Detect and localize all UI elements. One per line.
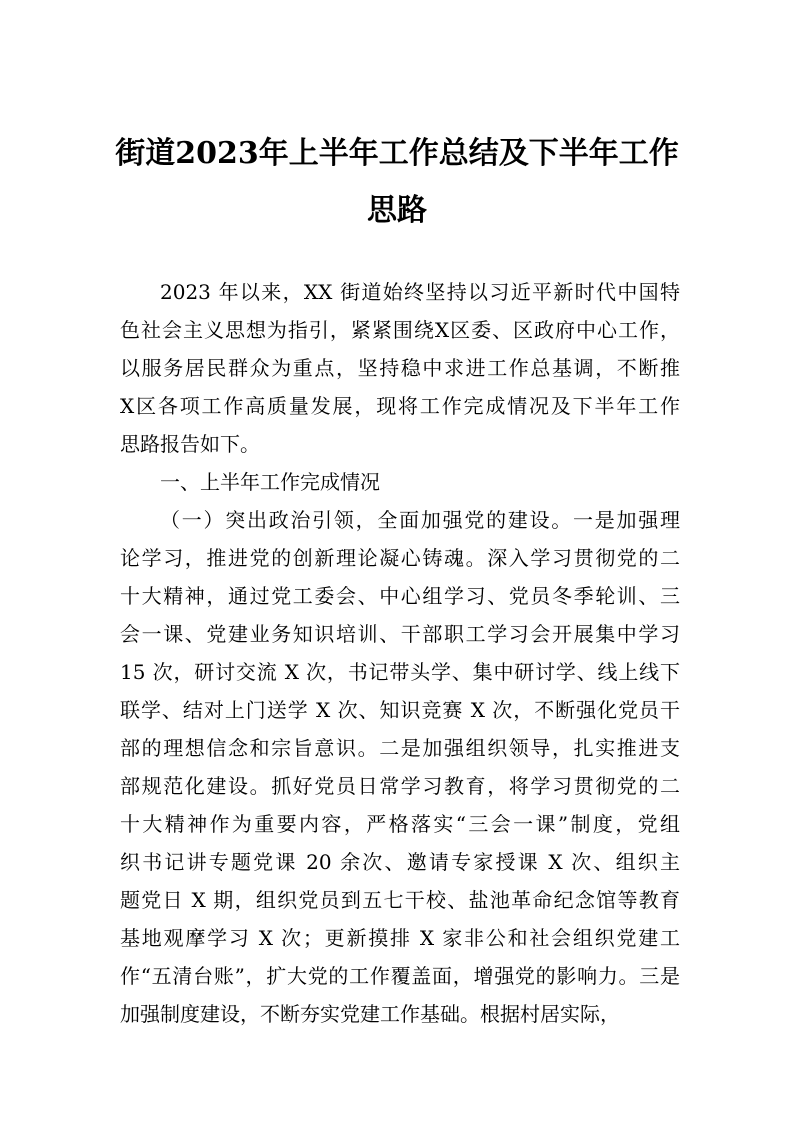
body-line: 论学习，推进党的创新理论凝心铸魂。深入学习贯彻党的二 xyxy=(120,546,680,570)
section-heading: 一、上半年工作完成情况 xyxy=(160,470,380,494)
body-line: 联学、结对上门送学 X 次、知识竞赛 X 次，不断强化党员干 xyxy=(120,698,680,722)
intro-line: 色社会主义思想为指引，紧紧围绕X区委、区政府中心工作， xyxy=(120,318,680,342)
body-line: 部的理想信念和宗旨意识。二是加强组织领导，扎实推进支 xyxy=(120,736,680,760)
body-line: 15 次，研讨交流 X 次，书记带头学、集中研讨学、线上线下 xyxy=(120,660,680,684)
body-line: 作“五清台账”，扩大党的工作覆盖面，增强党的影响力。三是 xyxy=(120,964,680,988)
body-line: （一）突出政治引领，全面加强党的建设。一是加强理 xyxy=(160,508,680,532)
body-line: 十大精神，通过党工委会、中心组学习、党员冬季轮训、三 xyxy=(120,584,680,608)
intro-line: X区各项工作高质量发展，现将工作完成情况及下半年工作 xyxy=(120,394,680,418)
body-line: 加强制度建设，不断夯实党建工作基础。根据村居实际， xyxy=(120,1002,620,1026)
intro-line: 以服务居民群众为重点，坚持稳中求进工作总基调，不断推 xyxy=(120,356,680,380)
document-title-line-1: 街道2023年上半年工作总结及下半年工作 xyxy=(115,136,679,171)
body-line: 十大精神作为重要内容，严格落实“三会一课”制度，党组 xyxy=(120,812,680,836)
body-line: 部规范化建设。抓好党员日常学习教育，将学习贯彻党的二 xyxy=(120,774,680,798)
body-line: 会一课、党建业务知识培训、干部职工学习会开展集中学习 xyxy=(120,622,680,646)
body-line: 题党日 X 期，组织党员到五七干校、盐池革命纪念馆等教育 xyxy=(120,888,680,912)
body-line: 织书记讲专题党课 20 余次、邀请专家授课 X 次、组织主 xyxy=(120,850,680,874)
body-line: 基地观摩学习 X 次；更新摸排 X 家非公和社会组织党建工 xyxy=(120,926,680,950)
document-title-line-2: 思路 xyxy=(367,193,427,228)
intro-line: 思路报告如下。 xyxy=(120,432,260,456)
intro-line: 2023 年以来，XX 街道始终坚持以习近平新时代中国特 xyxy=(160,280,680,304)
